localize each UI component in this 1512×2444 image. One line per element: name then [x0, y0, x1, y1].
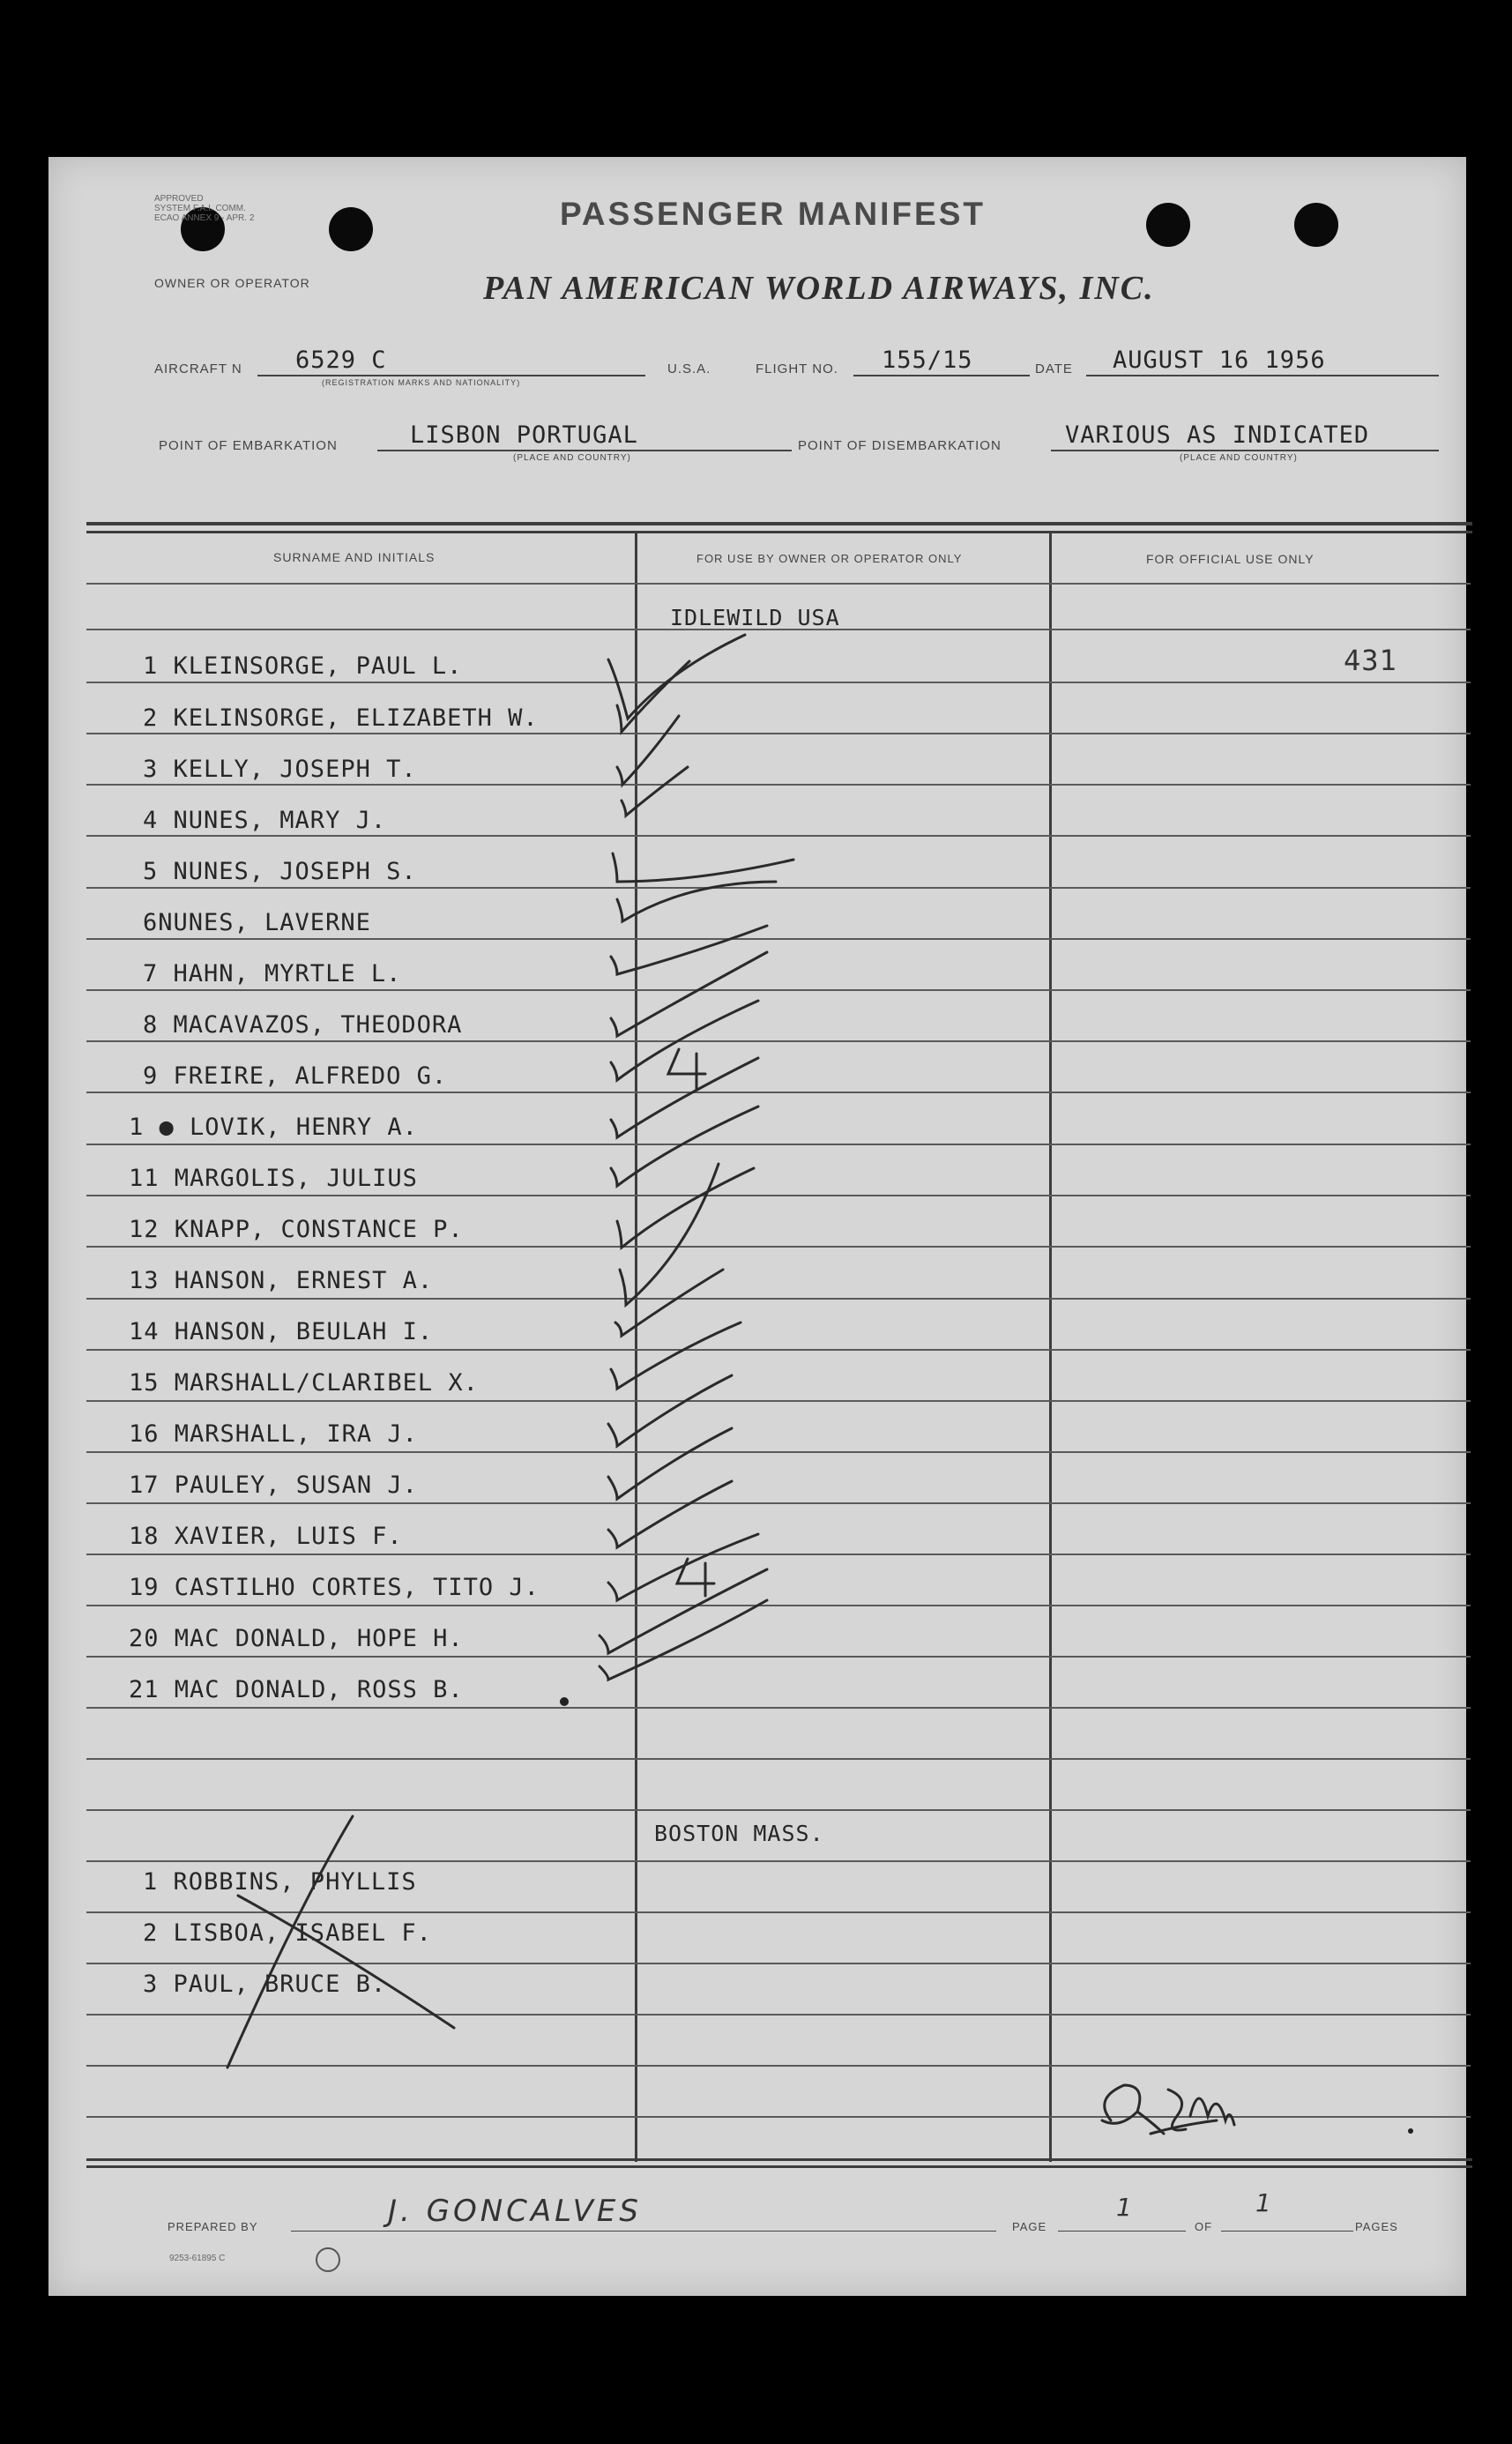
passenger-row: 21 MAC DONALD, ROSS B. [129, 1676, 464, 1703]
prepared-value: J. GONCALVES [388, 2194, 642, 2229]
passenger-row: 4 NUNES, MARY J. [143, 807, 387, 834]
disembark-caption: (PLACE AND COUNTRY) [1180, 453, 1298, 463]
flight-value: 155/15 [882, 346, 973, 374]
airline-name: PAN AMERICAN WORLD AIRWAYS, INC. [483, 270, 1155, 307]
initials-mark [1102, 2085, 1234, 2134]
passenger-row: 18 XAVIER, LUIS F. [129, 1523, 403, 1550]
passenger-row: 1 ● LOVIK, HENRY A. [129, 1114, 418, 1141]
form-code: 9253-61895 C [169, 2254, 226, 2263]
ink-dot [560, 1697, 569, 1706]
check-mark [611, 952, 767, 1036]
page-underline [1058, 2231, 1186, 2232]
check-mark [620, 1164, 719, 1305]
passenger-row: 6NUNES, LAVERNE [143, 909, 371, 936]
flight-label: FLIGHT NO. [756, 361, 838, 376]
of-value: 1 [1255, 2188, 1275, 2217]
owner-label: OWNER OR OPERATOR [154, 276, 310, 290]
passenger-row: 5 NUNES, JOSEPH S. [143, 858, 417, 885]
check-mark [611, 1323, 741, 1389]
passenger-row: 2 KELINSORGE, ELIZABETH W. [143, 704, 539, 732]
passenger-row: 14 HANSON, BEULAH I. [129, 1318, 434, 1345]
check-mark [617, 882, 776, 921]
column-header-surname: SURNAME AND INITIALS [273, 550, 436, 564]
aircraft-caption: (REGISTRATION MARKS AND NATIONALITY) [322, 378, 521, 387]
column-header-official-use: FOR OFFICIAL USE ONLY [1146, 552, 1315, 566]
ink-dot [1408, 2128, 1413, 2134]
usa-label: U.S.A. [667, 361, 711, 376]
approval-stamp: APPROVED SYSTEM F.A.I. COMM. ECAO ANNEX 9 - APR. 2 [154, 194, 255, 223]
embark-caption: (PLACE AND COUNTRY) [513, 453, 631, 463]
check-mark [617, 661, 689, 732]
passenger-row: 3 PAUL, BRUCE B. [143, 1971, 387, 1998]
passenger-row: 2 LISBOA, ISABEL F. [143, 1919, 432, 1947]
page-label: PAGE [1012, 2220, 1047, 2233]
group1-destination: IDLEWILD USA [670, 605, 840, 630]
of-underline [1221, 2231, 1353, 2232]
official-number: 431 [1344, 644, 1397, 677]
of-label: OF [1195, 2220, 1213, 2233]
passenger-row: 13 HANSON, ERNEST A. [129, 1267, 434, 1294]
date-value: AUGUST 16 1956 [1113, 346, 1326, 374]
passenger-row: 8 MACAVAZOS, THEODORA [143, 1011, 463, 1039]
annotation-4 [677, 1559, 714, 1596]
cross-out-stroke [238, 1896, 454, 2028]
check-mark [608, 635, 745, 719]
page-title: PASSENGER MANIFEST [560, 196, 986, 232]
passenger-row: 1 KLEINSORGE, PAUL L. [143, 652, 463, 680]
pages-label: PAGES [1355, 2220, 1398, 2233]
passenger-row: 11 MARGOLIS, JULIUS [129, 1165, 418, 1192]
page-value: 1 [1116, 2193, 1136, 2222]
check-mark [615, 1270, 723, 1336]
passenger-row: 15 MARSHALL/CLARIBEL X. [129, 1369, 479, 1397]
check-mark [611, 1107, 758, 1186]
date-label: DATE [1035, 361, 1073, 376]
group2-destination: BOSTON MASS. [654, 1821, 824, 1846]
check-mark [611, 926, 767, 974]
passenger-row: 16 MARSHALL, IRA J. [129, 1420, 418, 1448]
prepared-underline [291, 2231, 996, 2232]
passenger-row: 7 HAHN, MYRTLE L. [143, 960, 402, 987]
embark-label: POINT OF EMBARKATION [159, 438, 338, 453]
aircraft-value: 6529 C [295, 346, 387, 374]
passenger-row: 19 CASTILHO CORTES, TITO J. [129, 1574, 540, 1601]
column-header-owner-use: FOR USE BY OWNER OR OPERATOR ONLY [696, 552, 963, 565]
check-mark [608, 1375, 732, 1446]
passenger-row: 17 PAULEY, SUSAN J. [129, 1472, 418, 1499]
annotation-4 [668, 1049, 705, 1089]
cross-out-stroke [227, 1816, 353, 2068]
check-mark [600, 1569, 767, 1653]
disembark-value: VARIOUS AS INDICATED [1065, 421, 1370, 449]
aircraft-label: AIRCRAFT N [154, 361, 242, 376]
passenger-row: 9 FREIRE, ALFREDO G. [143, 1062, 448, 1090]
check-mark [613, 853, 793, 882]
passenger-row: 20 MAC DONALD, HOPE H. [129, 1625, 464, 1652]
embark-value: LISBON PORTUGAL [410, 421, 638, 449]
disembark-label: POINT OF DISEMBARKATION [798, 438, 1002, 453]
union-label-seal [316, 2247, 340, 2272]
prepared-label: PREPARED BY [168, 2220, 258, 2233]
passenger-row: 12 KNAPP, CONSTANCE P. [129, 1216, 464, 1243]
passenger-row: 1 ROBBINS, PHYLLIS [143, 1868, 417, 1896]
passenger-row: 3 KELLY, JOSEPH T. [143, 756, 417, 783]
